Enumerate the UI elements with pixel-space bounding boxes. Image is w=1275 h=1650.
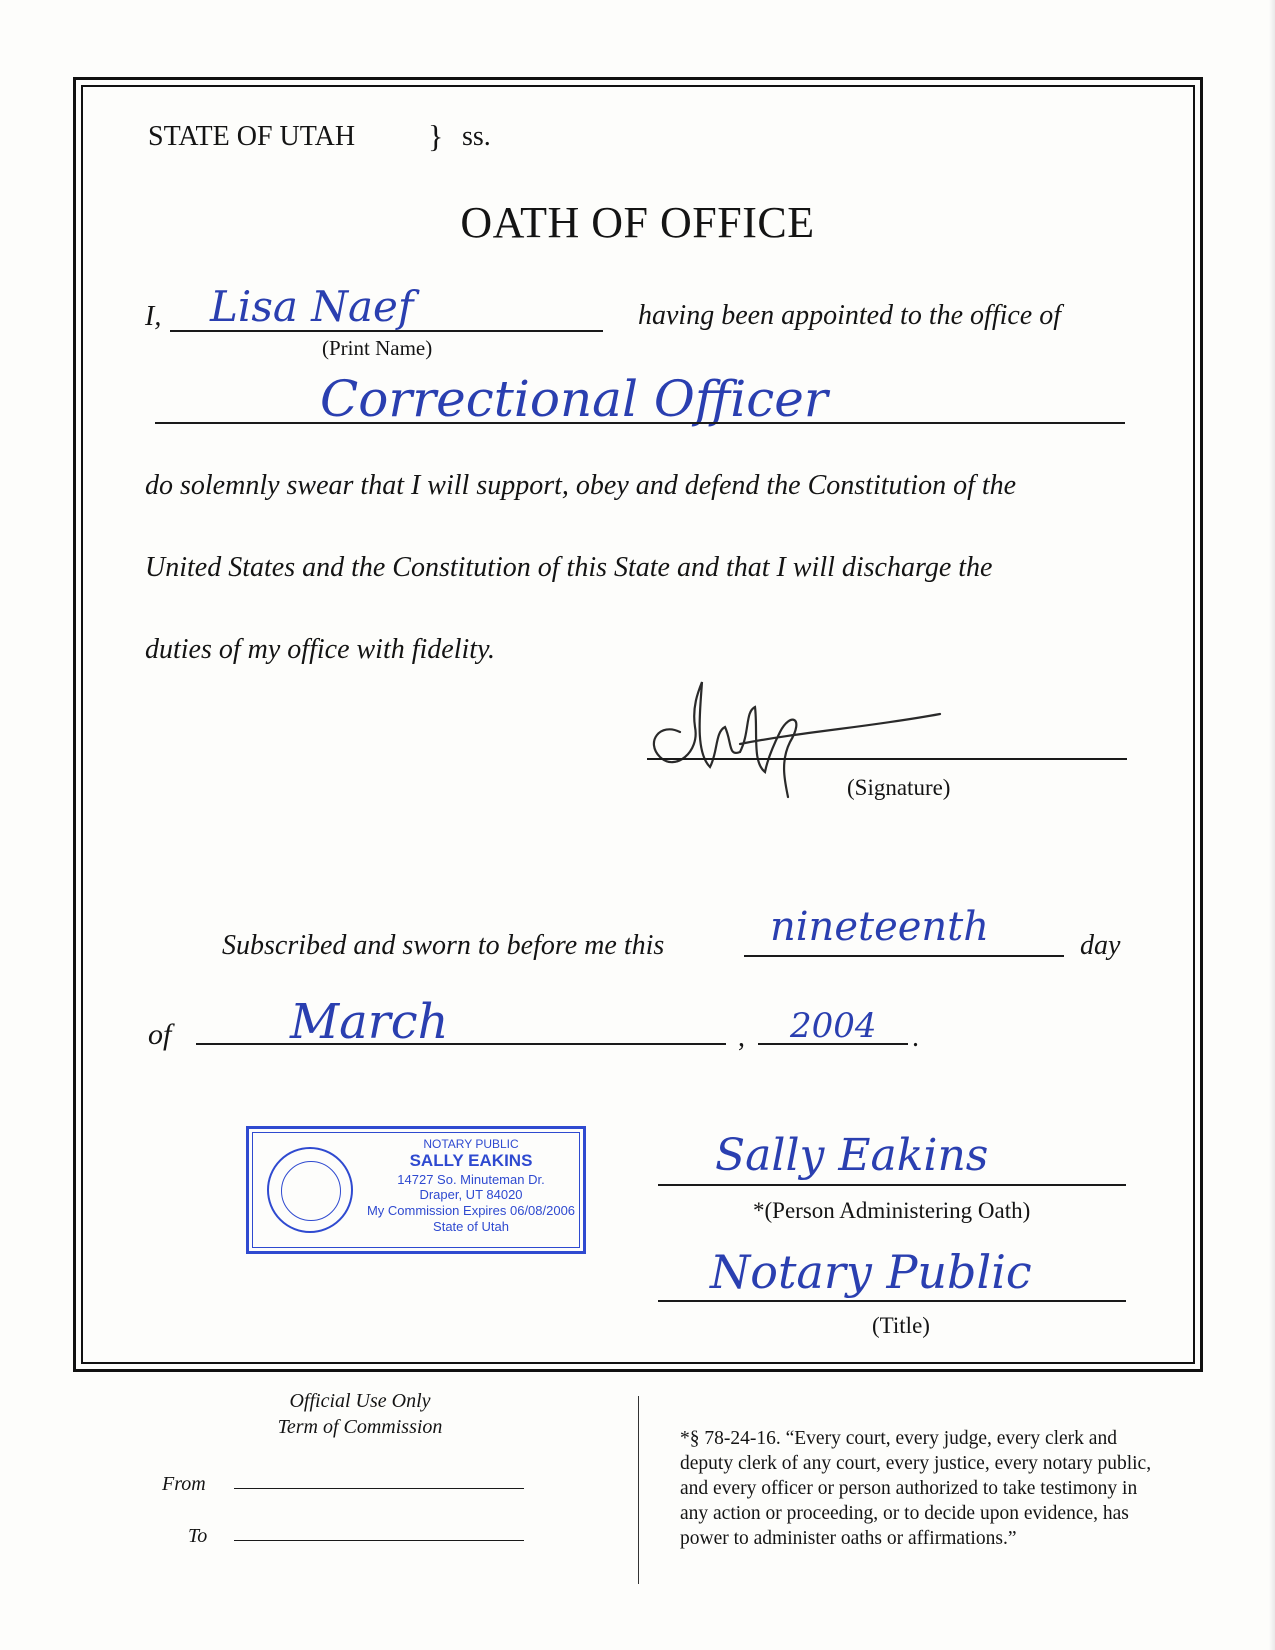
from-label: From [162,1473,206,1495]
state-ss: ss. [462,121,491,152]
administrator-line [658,1184,1126,1186]
stamp-address-2: Draper, UT 84020 [419,1187,523,1203]
administrator-label: *(Person Administering Oath) [753,1198,1031,1223]
day-line [744,955,1064,957]
statute-note [680,1426,1200,1551]
notary-stamp [246,1126,586,1254]
statute-line: and every officer or person authorized to take testimony in [680,1478,1138,1499]
oath-text-line-3: duties of my office with fidelity. [145,634,495,665]
i-prefix: I, [145,301,162,332]
document-title: OATH OF OFFICE [460,198,815,247]
state-seal [267,1147,353,1233]
title-label: (Title) [872,1313,930,1338]
handwritten-day: nineteenth [770,904,990,950]
statute-line: any action or proceeding, or to decide upon evidence, has [680,1503,1129,1524]
from-line [234,1488,524,1489]
oath-text-line-2: United States and the Constitution of this State and that I will discharge the [145,552,993,583]
term-of-commission: Term of Commission [277,1416,443,1438]
year-line [758,1043,908,1045]
office-line [155,422,1125,424]
month-line [196,1043,726,1045]
administrator-signature: Sally Eakins [715,1130,989,1181]
stamp-address-1: 14727 So. Minuteman Dr. [397,1171,545,1187]
statute-line: deputy clerk of any court, every justice, every notary public, [680,1453,1152,1474]
stamp-name: SALLY EAKINS [409,1151,533,1171]
official-use-heading: Official Use Only [289,1390,431,1412]
stamp-notary-public: NOTARY PUBLIC [423,1137,519,1151]
stamp-state: State of Utah [433,1218,509,1234]
print-name-label: (Print Name) [322,336,433,360]
to-label: To [188,1525,208,1547]
of-word: of [148,1018,172,1051]
handwritten-name: Lisa Naef [210,282,414,331]
statute-line: *§ 78-24-16. “Every court, every judge, every clerk and [680,1428,1117,1449]
to-line [234,1540,524,1541]
day-word: day [1080,930,1121,961]
name-line [170,330,603,332]
date-period: . [912,1022,919,1053]
date-comma: , [738,1022,745,1053]
statute-line: power to administer oaths or affirmations.” [680,1528,1017,1549]
stamp-commission: My Commission Expires 06/08/2006 [366,1202,576,1218]
handwritten-month: March [290,994,449,1050]
footer-divider [638,1396,639,1584]
oath-text-line-1: do solemnly swear that I will support, obey and defend the Constitution of the [145,470,1017,501]
title-line [658,1300,1126,1302]
sworn-text: Subscribed and sworn to before me this [222,930,665,961]
handwritten-title: Notary Public [710,1245,1032,1299]
state-heading: STATE OF UTAH [148,121,356,152]
handwritten-year: 2004 [790,1006,877,1046]
signature-line [647,758,1127,760]
handwritten-office: Correctional Officer [320,370,828,428]
state-brace: } [428,118,444,154]
appointed-text: having been appointed to the office of [638,300,1062,331]
signature-label: (Signature) [847,775,951,800]
